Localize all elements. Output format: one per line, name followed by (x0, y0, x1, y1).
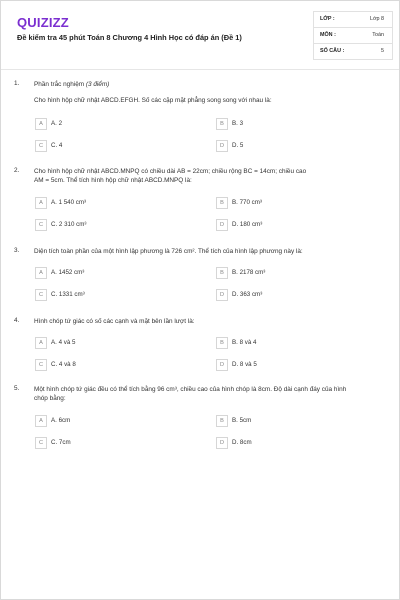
option-label: A. 4 và 5 (51, 339, 76, 346)
question-text (34, 167, 369, 185)
option-letter-box: C (35, 140, 47, 152)
option-label: D. 5 (232, 142, 244, 149)
option-label: B. 5cm (232, 417, 252, 424)
question-number: 5. (14, 385, 20, 392)
option-letter-box: B (216, 415, 228, 427)
question-number: 1. (14, 80, 20, 87)
question-number: 4. (14, 317, 20, 324)
meta-key: SỐ CÂU : (320, 48, 345, 54)
header-divider (1, 69, 399, 70)
option-label: C. 7cm (51, 439, 71, 446)
option-label: B. 2178 cm³ (232, 269, 266, 276)
option-label: A. 1452 cm³ (51, 269, 85, 276)
option-letter-box: C (35, 437, 47, 449)
meta-row-subject (314, 28, 392, 44)
section-title: Phần trắc nghiệm (34, 81, 85, 88)
option-label: D. 363 cm³ (232, 291, 263, 298)
quizizz-logo: QUIZIZZ (17, 15, 69, 30)
option-label: D. 8cm (232, 439, 252, 446)
option-label: C. 1331 cm³ (51, 291, 85, 298)
option-label: A. 6cm (51, 417, 71, 424)
option-label: A. 1 540 cm³ (51, 199, 87, 206)
option-letter-box: A (35, 415, 47, 427)
option-letter-box: B (216, 267, 228, 279)
section-note: (3 điểm) (85, 81, 110, 88)
question-text (34, 385, 369, 403)
option-letter-box: A (35, 197, 47, 209)
option-label: C. 4 và 8 (51, 361, 76, 368)
meta-value: 5 (381, 48, 384, 54)
option-letter-box: D (216, 359, 228, 371)
option-label: B. 770 cm³ (232, 199, 262, 206)
meta-key: LỚP : (320, 16, 335, 22)
option-letter-box: B (216, 197, 228, 209)
question-number: 2. (14, 167, 20, 174)
option-letter-box: B (216, 337, 228, 349)
meta-row-grade (314, 12, 392, 28)
option-label: D. 8 và 5 (232, 361, 257, 368)
option-letter-box: D (216, 289, 228, 301)
option-letter-box: D (216, 140, 228, 152)
question-text-line: AM = 5cm. Thể tích hình hộp chữ nhật ABCD.MNPQ là: (34, 177, 192, 184)
option-letter-box: D (216, 437, 228, 449)
option-label: A. 2 (51, 120, 63, 127)
option-letter-box: B (216, 118, 228, 130)
option-label: C. 4 (51, 142, 63, 149)
question-text: Cho hình hộp chữ nhật ABCD.EFGH. Số các cặp mặt phẳng song song với nhau là: (34, 97, 272, 104)
meta-key: MÔN : (320, 32, 336, 38)
option-label: C. 2 310 cm³ (51, 221, 87, 228)
meta-value: Toán (372, 32, 384, 38)
page-title: Đề kiểm tra 45 phút Toán 8 Chương 4 Hình Học có đáp án (Đề 1) (17, 33, 242, 42)
option-label: D. 180 cm³ (232, 221, 263, 228)
option-letter-box: A (35, 118, 47, 130)
question-text-line: Cho hình hộp chữ nhật ABCD.MNPQ có chiều dài AB = 22cm; chiều rộng BC = 14cm; chiều cao (34, 168, 307, 175)
option-letter-box: D (216, 219, 228, 231)
question-number: 3. (14, 247, 20, 254)
meta-value: Lớp 8 (369, 16, 384, 22)
section-heading (34, 80, 369, 89)
option-label: B. 8 và 4 (232, 339, 257, 346)
question-text: Diện tích toàn phần của một hình lập phương là 726 cm². Thể tích của hình lập phương này là: (34, 248, 303, 255)
question-text-line: chóp bằng: (34, 395, 66, 402)
option-letter-box: C (35, 219, 47, 231)
option-letter-box: C (35, 289, 47, 301)
question-text-line: Một hình chóp tứ giác đều có thể tích bằng 96 cm³, chiều cao của hình chóp là 8cm. Độ dài cạnh đáy của hình (34, 386, 347, 393)
option-label: B. 3 (232, 120, 244, 127)
option-letter-box: A (35, 337, 47, 349)
question-text: Hình chóp tứ giác có số các cạnh và mặt bên lần lượt là: (34, 318, 195, 325)
option-letter-box: C (35, 359, 47, 371)
meta-row-count (314, 44, 392, 59)
option-letter-box: A (35, 267, 47, 279)
meta-table (313, 11, 393, 60)
